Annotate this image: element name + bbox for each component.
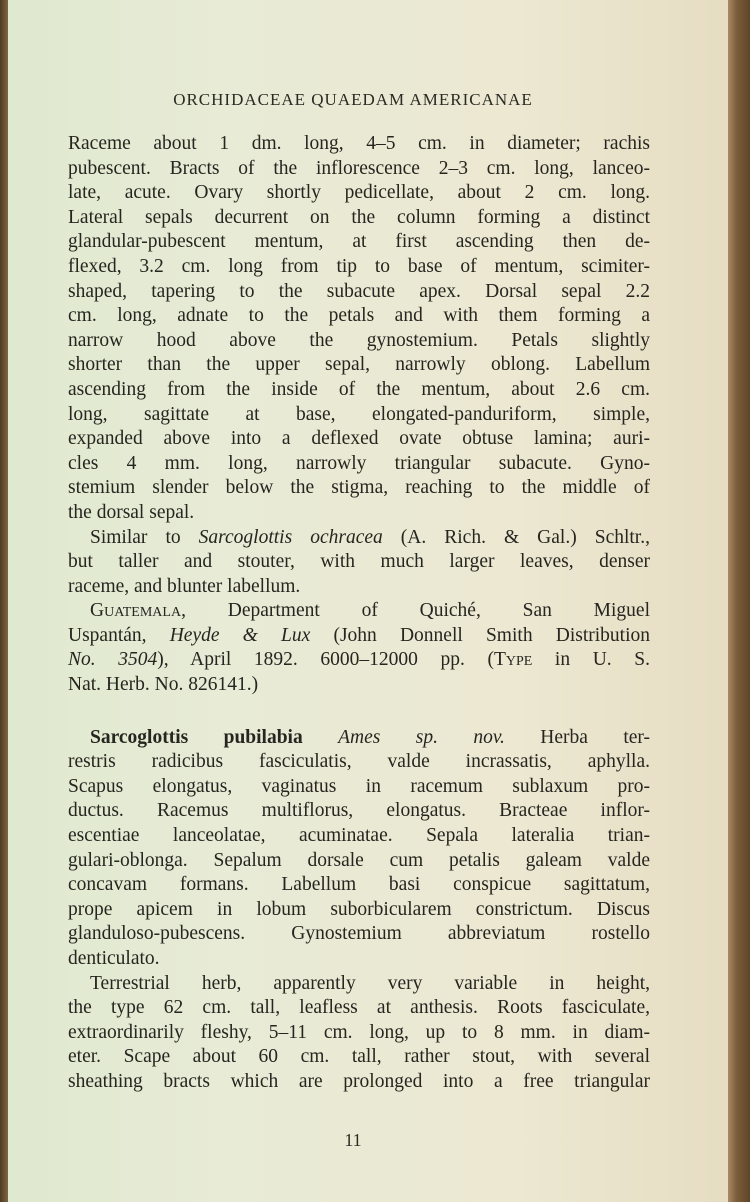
locality-name: Guatemala <box>90 600 182 622</box>
text-span: in U. S. <box>532 649 650 671</box>
page-number: 11 <box>344 1130 362 1150</box>
text-line: restris radicibus fasciculatis, valde incrassatis, aphylla. <box>68 751 650 773</box>
text-span: (A. Rich. & Gal.) Schltr., <box>382 526 650 548</box>
text-line <box>68 648 650 673</box>
collector-names: Heyde & Lux <box>169 624 311 646</box>
text-line: late, acute. Ovary shortly pedicellate, about 2 cm. long. <box>68 182 650 204</box>
text-line: expanded above into a deflexed ovate obtuse lamina; auri- <box>68 428 650 450</box>
text-line: denticulato. <box>68 948 160 969</box>
text-line: glandular-pubescent mentum, at first ascending then de- <box>68 231 650 253</box>
text-line: Lateral sepals decurrent on the column forming a distinct <box>68 206 650 228</box>
text-line: escentiae lanceolatae, acuminatae. Sepala lateralia trian- <box>68 825 650 847</box>
text-line: ascending from the inside of the mentum, about 2.6 cm. <box>68 378 650 400</box>
text-line: Raceme about 1 dm. long, 4–5 cm. in diameter; rachis <box>68 133 650 154</box>
text-line: but taller and stouter, with much larger leaves, denser <box>68 551 650 573</box>
text-span: Herba ter- <box>504 726 650 748</box>
page-edge <box>728 0 750 1202</box>
page-body <box>68 132 650 1095</box>
type-label: Type <box>493 649 533 671</box>
text-line: raceme, and blunter labellum. <box>68 575 301 597</box>
species-heading: Sarcoglottis pubilabia <box>90 726 303 748</box>
text-line <box>68 726 650 751</box>
text-line: pubescent. Bracts of the inflorescence 2–3 cm. long, lanceo- <box>68 157 650 179</box>
text-line: the dorsal sepal. <box>68 501 195 523</box>
running-head: ORCHIDACEAE QUAEDAM AMERICANAE <box>173 90 533 109</box>
text-line: prope apicem in lobum suborbicularem constrictum. Discus <box>68 898 650 920</box>
text-span: ), April 1892. 6000–12000 pp. ( <box>157 649 494 671</box>
text-line: flexed, 3.2 cm. long from tip to base of mentum, scimiter- <box>68 255 650 277</box>
text-line: Nat. Herb. No. 826141.) <box>68 674 259 696</box>
text-line: shaped, tapering to the subacute apex. Dorsal sepal 2.2 <box>68 280 650 302</box>
text-line: Terrestrial herb, apparently very variable in height, <box>90 972 650 994</box>
section-gap <box>68 698 650 726</box>
authority: Ames sp. nov. <box>338 726 505 748</box>
text-span: Similar to <box>90 526 199 548</box>
text-line <box>68 526 650 551</box>
text-line: cm. long, adnate to the petals and with them forming a <box>68 305 650 327</box>
text-line <box>68 599 650 624</box>
text-line: the type 62 cm. tall, leafless at anthesis. Roots fasciculate, <box>68 997 650 1019</box>
text-line: stemium slender below the stigma, reaching to the middle of <box>68 477 650 499</box>
text-line: long, sagittate at base, elongated-panduriform, simple, <box>68 403 650 425</box>
taxon-name: Sarcoglottis ochracea <box>198 526 383 548</box>
text-line: extraordinarily fleshy, 5–11 cm. long, up to 8 mm. in diam- <box>68 1021 650 1043</box>
text-line: gulari-oblonga. Sepalum dorsale cum petalis galeam valde <box>68 849 650 871</box>
text-line: glanduloso-pubescens. Gynostemium abbreviatum rostello <box>68 923 650 945</box>
text-line <box>68 624 650 649</box>
text-span: , Department of Quiché, San Miguel <box>181 600 650 622</box>
text-line: ductus. Racemus multiflorus, elongatus. Bracteae inflor- <box>68 800 650 822</box>
text-span <box>303 727 338 748</box>
text-line: Scapus elongatus, vaginatus in racemum sublaxum pro- <box>68 775 650 797</box>
book-page <box>8 0 730 1202</box>
text-line: sheathing bracts which are prolonged into a free triangular <box>68 1070 650 1092</box>
text-line: eter. Scape about 60 cm. tall, rather stout, with several <box>68 1046 650 1068</box>
text-span: (John Donnell Smith Distribution <box>310 624 650 646</box>
text-line: cles 4 mm. long, narrowly triangular subacute. Gyno- <box>68 452 650 474</box>
text-line: concavam formans. Labellum basi conspicue sagittatum, <box>68 874 650 896</box>
distribution-number: No. 3504 <box>68 649 158 671</box>
text-span: Uspantán, <box>68 624 170 646</box>
text-line: shorter than the upper sepal, narrowly oblong. Labellum <box>68 354 650 376</box>
text-line: narrow hood above the gynostemium. Petals slightly <box>68 329 650 351</box>
